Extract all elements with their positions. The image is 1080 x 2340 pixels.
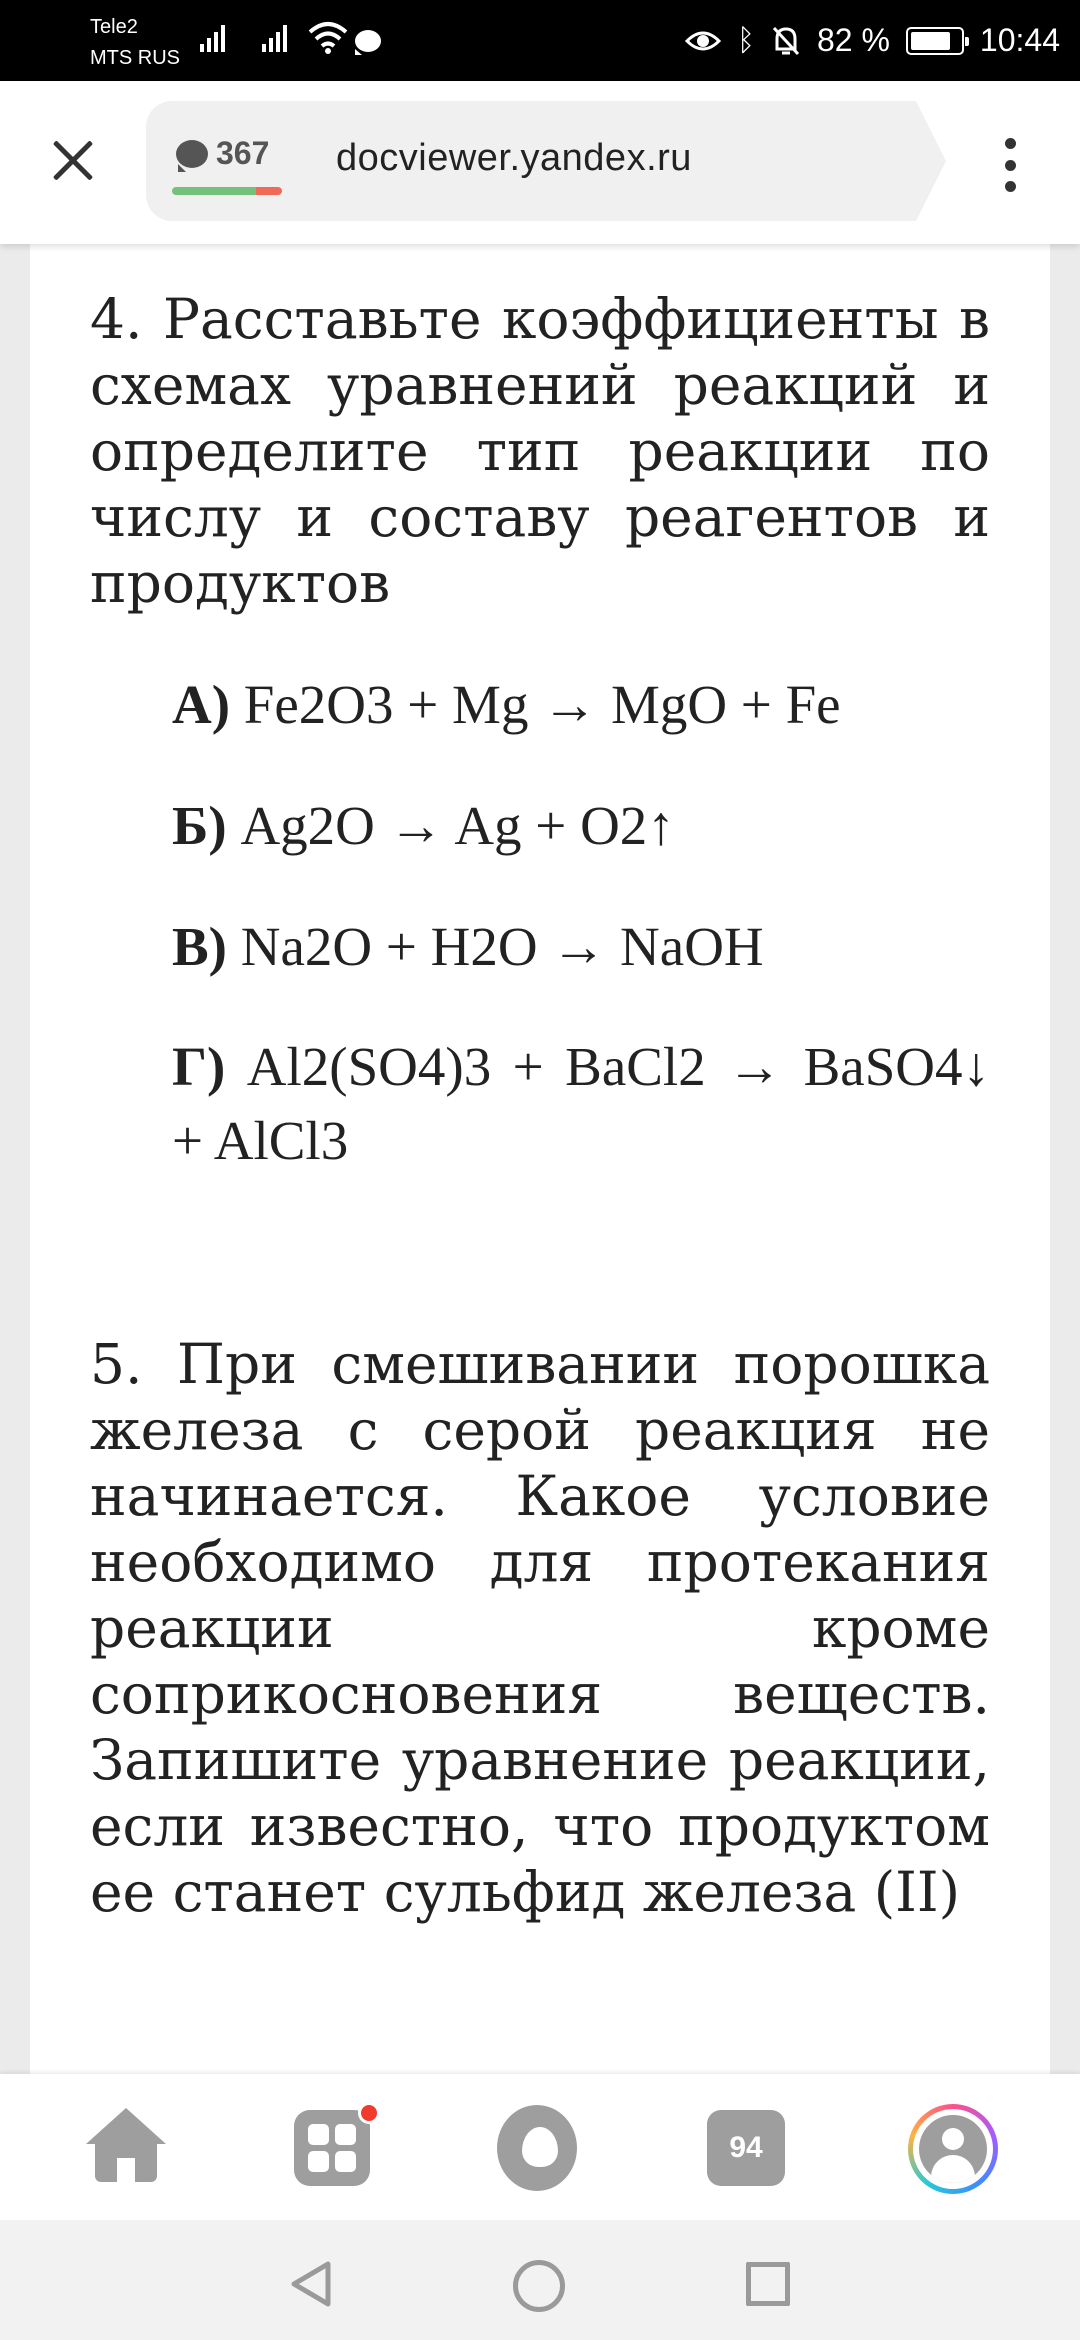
profile-button[interactable] xyxy=(908,2104,998,2194)
home-icon[interactable] xyxy=(513,2260,565,2312)
services-icon xyxy=(294,2110,370,2186)
url-text[interactable]: docviewer.yandex.ru xyxy=(336,137,692,179)
alice-button[interactable] xyxy=(497,2108,577,2188)
equation-g xyxy=(172,1030,990,1178)
browser-toolbar xyxy=(0,81,1080,244)
signal-icon xyxy=(262,22,287,52)
recent-apps-icon[interactable] xyxy=(746,2262,790,2306)
more-menu-icon[interactable] xyxy=(990,130,1030,200)
equation-text: Al2(SO4)3 + BaCl2 → BaSO4↓ + AlCl3 xyxy=(172,1036,990,1171)
equation-text: Fe2O3 + Mg → MgO + Fe xyxy=(243,674,841,735)
task-5-text: 5. При смешивании порошка железа с серой реакция не начинается. Какое условие необходимо для протекания реакции кроме соприкосновения веществ. Запишите уравнение реакции, если известно, что продуктом ее станет сульфид железа (II) xyxy=(90,1332,990,1924)
task-4-text: 4. Расставьте коэффициенты в схемах уравнений реакций и определите тип реакции по числу и составу реагентов и продуктов xyxy=(90,287,990,615)
services-button[interactable] xyxy=(292,2108,372,2188)
tabs-count: 94 xyxy=(729,2131,763,2164)
notification-dot xyxy=(358,2102,380,2124)
battery-fill xyxy=(911,32,950,50)
alice-icon xyxy=(497,2105,577,2191)
bluetooth-icon: ᛒ xyxy=(736,23,755,57)
wifi-icon xyxy=(308,20,348,54)
equation-a xyxy=(172,668,990,742)
equation-v xyxy=(172,910,990,984)
message-icon xyxy=(355,30,381,52)
battery-percent: 82 % xyxy=(816,22,890,58)
equation-text: Na2O + H2O → NaOH xyxy=(240,916,764,977)
home-button[interactable] xyxy=(86,2108,166,2188)
close-icon[interactable] xyxy=(35,122,111,198)
battery-icon xyxy=(906,27,964,55)
comment-icon xyxy=(176,140,208,168)
back-icon[interactable] xyxy=(288,2260,332,2308)
eye-icon xyxy=(685,28,721,54)
status-bar xyxy=(0,0,1080,81)
site-rating-bar xyxy=(172,187,282,195)
equation-b xyxy=(172,789,990,863)
carrier-1: Tele2 xyxy=(90,16,138,38)
tabs-button[interactable] xyxy=(706,2108,786,2188)
comments-button[interactable] xyxy=(176,135,269,172)
tabs-icon xyxy=(707,2110,785,2186)
system-nav-bar xyxy=(0,2220,1080,2340)
comment-count: 367 xyxy=(216,135,270,171)
carrier-info xyxy=(90,12,180,74)
silent-icon xyxy=(771,25,801,57)
equation-label: А) xyxy=(172,674,231,735)
document-page xyxy=(30,244,1050,2074)
status-right xyxy=(685,0,1060,81)
address-bar[interactable] xyxy=(146,101,916,221)
carrier-2: MTS RUS xyxy=(90,47,180,69)
clock: 10:44 xyxy=(979,22,1060,58)
home-icon xyxy=(86,2108,166,2188)
bottom-nav xyxy=(0,2074,1080,2220)
equation-text: Ag2O → Ag + O2↑ xyxy=(240,795,675,856)
equation-label: Б) xyxy=(172,795,227,856)
profile-icon xyxy=(908,2104,998,2194)
rating-good xyxy=(172,187,256,195)
equation-label: В) xyxy=(172,916,227,977)
rating-bad xyxy=(256,187,282,195)
signal-icon xyxy=(200,22,225,52)
equation-label: Г) xyxy=(172,1036,226,1097)
